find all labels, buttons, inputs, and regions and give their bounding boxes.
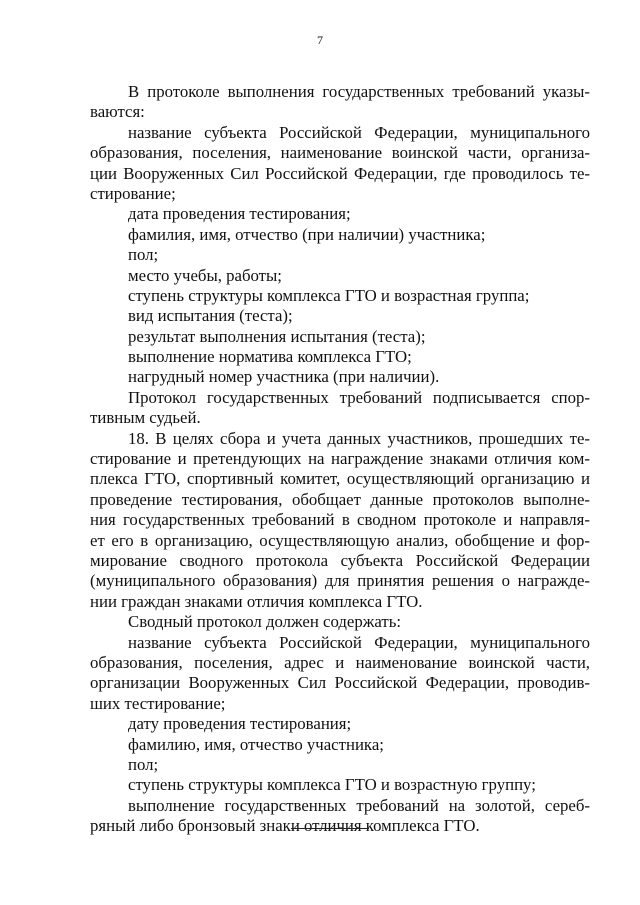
- document-body: [90, 82, 590, 836]
- text-line: тивным судьей.: [90, 408, 201, 428]
- text-line: выполнение норматива комплекса ГТО;: [128, 347, 412, 367]
- text-line: организации Вооруженных Сил Российской Федерации, проводив-: [90, 673, 590, 693]
- text-line: пол;: [128, 754, 159, 774]
- text-line: результат выполнения испытания (теста);: [128, 326, 426, 346]
- text-line: (муниципального образования) для принятия решения о награжде-: [90, 571, 590, 591]
- text-line: дату проведения тестирования;: [128, 714, 352, 734]
- text-line: образования, поселения, адрес и наименование воинской части,: [90, 652, 590, 672]
- text-line: место учебы, работы;: [128, 265, 282, 285]
- text-line: ния государственных требований в сводном протоколе и направля-: [90, 510, 590, 530]
- text-line: стирование и претендующих на награждение знаками отличия ком-: [90, 449, 590, 469]
- text-line: ступень структуры комплекса ГТО и возрастная группа;: [128, 285, 530, 305]
- text-line: 18. В целях сбора и учета данных участников, прошедших те-: [128, 428, 590, 448]
- text-line: плекса ГТО, спортивный комитет, осуществляющий организацию и: [90, 469, 590, 489]
- text-line: Протокол государственных требований подписывается спор-: [128, 387, 590, 407]
- text-line: фамилию, имя, отчество участника;: [128, 734, 384, 754]
- text-line: вид испытания (теста);: [128, 306, 293, 326]
- text-line: пол;: [128, 245, 159, 265]
- text-line: выполнение государственных требований на золотой, сереб-: [128, 795, 590, 815]
- text-line: ступень структуры комплекса ГТО и возрастную группу;: [128, 775, 536, 795]
- text-line: В протоколе выполнения государственных требований указы-: [128, 82, 590, 101]
- text-line: ет его в организацию, осуществляющую анализ, обобщение и фор-: [90, 530, 590, 550]
- text-line: проведение тестирования, обобщает данные протоколов выполне-: [90, 489, 590, 509]
- text-line: ваются:: [90, 102, 145, 122]
- text-line: фамилия, имя, отчество (при наличии) участника;: [128, 224, 486, 244]
- text-line: мирование сводного протокола субъекта Российской Федерации: [90, 550, 590, 570]
- text-line: название субъекта Российской Федерации, муниципального: [128, 122, 590, 142]
- text-line: Сводный протокол должен содержать:: [128, 612, 402, 632]
- text-line: ции Вооруженных Сил Российской Федерации, где проводилось те-: [90, 163, 590, 183]
- text-line: название субъекта Российской Федерации, муниципального: [128, 632, 590, 652]
- text-line: ряный либо бронзовый знаки отличия комплекса ГТО.: [90, 816, 480, 836]
- end-divider: [291, 828, 369, 829]
- page-number: 7: [317, 33, 323, 47]
- text-line: нагрудный номер участника (при наличии).: [128, 367, 440, 387]
- text-line: ших тестирование;: [90, 693, 226, 713]
- text-line: стирование;: [90, 183, 176, 203]
- text-line: дата проведения тестирования;: [128, 204, 351, 224]
- text-line: нии граждан знаками отличия комплекса ГТО.: [90, 591, 423, 611]
- text-line: образования, поселения, наименование воинской части, организа-: [90, 143, 590, 163]
